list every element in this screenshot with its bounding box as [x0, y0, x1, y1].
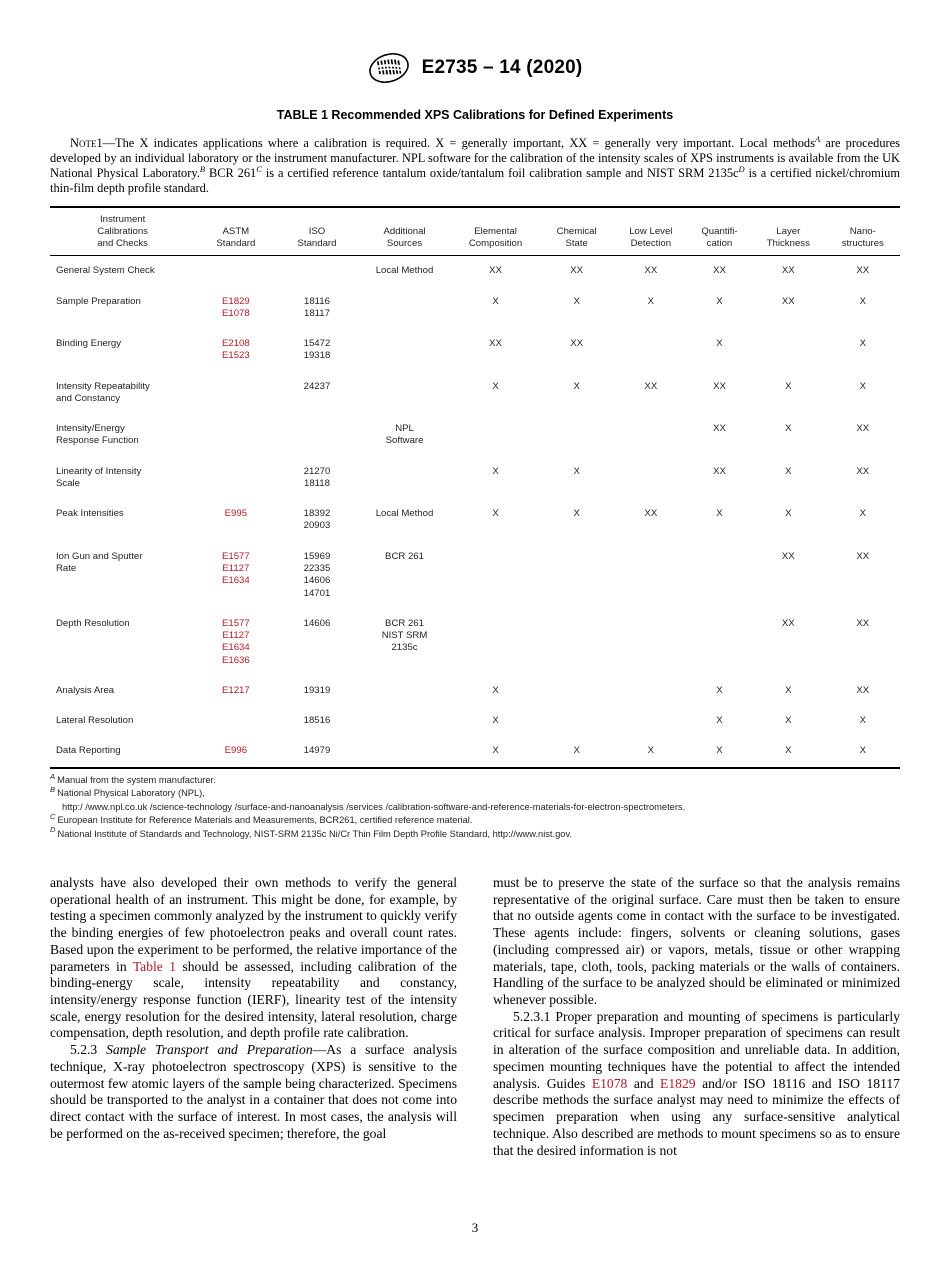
cell-quantification [688, 542, 751, 609]
astm-standard-link[interactable]: E995 [224, 508, 248, 520]
footnote-mark: D [50, 825, 56, 835]
cell-iso-standard [276, 609, 357, 676]
footnote-d [50, 825, 900, 841]
th-low-level-detection: Low Level Detection [629, 225, 673, 250]
th-elemental-composition: Elemental Composition [468, 225, 523, 250]
cell-iso-standard-line: 14606 [303, 575, 331, 587]
cell-additional-sources [358, 372, 452, 415]
cell-iso-standard [276, 676, 357, 706]
cell-nanostructures: XX [856, 617, 870, 629]
th-quantification: Quantifi- cation [701, 225, 738, 250]
note-label: Note [70, 136, 97, 150]
paragraph-5-2-3: 5.2.3 Sample Transport and Preparation—As a surface analysis technique, X-ray photoelectron spectroscopy (XPS) is sensitive to the outermost few atomic layers of the sample being characterized. Specimens should be transported to the analyst in a container that does not come into direct contact with the surface of interest. In most cases, the analysis will be performed on the as-received specimen; therefore, the goal [50, 1042, 458, 1141]
note-text-1: The X indicates applications where a calibration is required. X = generally important, XX = generally very important. Local methods [115, 136, 815, 150]
astm-standard-link[interactable]: E1577 [221, 550, 250, 562]
cell-additional-sources-line: NPL [395, 423, 414, 435]
cell-calibration-name-line: Lateral Resolution [56, 715, 134, 727]
cell-additional-sources [358, 706, 452, 736]
table-row [50, 542, 900, 609]
cell-low-level-detection [614, 457, 688, 500]
cell-iso-standard-line: 22335 [303, 563, 331, 575]
cell-additional-sources-line: BCR 261 [385, 550, 424, 562]
cell-calibration-name [50, 287, 195, 330]
cell-astm-standard [195, 414, 276, 457]
cell-chemical-state [540, 609, 614, 676]
cell-iso-standard-line: 21270 [303, 465, 331, 477]
cell-additional-sources-line: Local Method [375, 265, 434, 277]
cell-iso-standard [276, 329, 357, 372]
cell-calibration-name-line: General System Check [56, 265, 155, 277]
cell-iso-standard-line: 18516 [303, 715, 331, 727]
cell-elemental-composition [451, 609, 539, 676]
cell-additional-sources-line: Software [385, 435, 424, 447]
paragraph-continued: analysts have also developed their own methods to verify the general operational health of an instrument. This might be done, for example, by testing a specimen commonly analyzed by the instrument to quickly verify the binding energies of few photoelectron peaks and overall count rates. Based upon the experiment to be performed, the relative importance of the parameters in Table 1 should be assessed, including calibration of the binding-energy scale, intensity repeatability and constancy, intensity/energy response function (IERF), linearity test of the intensity scale, energy resolution for the desired intensity, lateral resolution, charge compensation, depth resolution, and depth profile rate calibration. [50, 875, 457, 1041]
footnote-text: Manual from the system manufacturer. [57, 774, 216, 785]
cell-layer-thickness: X [785, 508, 792, 520]
astm-standard-link[interactable]: E1523 [221, 350, 250, 362]
footnote-a [50, 771, 900, 787]
cell-iso-standard-line: 19319 [303, 684, 331, 696]
cell-quantification: XX [713, 265, 726, 277]
cell-iso-standard [276, 372, 357, 415]
cell-calibration-name-line: Intensity/Energy [56, 423, 125, 435]
cell-astm-standard [195, 287, 276, 330]
cell-nanostructures: XX [856, 684, 870, 696]
cell-chemical-state: X [573, 745, 580, 757]
cell-chemical-state: X [573, 380, 580, 392]
cell-iso-standard-line: 24237 [303, 380, 331, 392]
cell-quantification: X [716, 295, 723, 307]
table-row [50, 609, 900, 676]
cell-layer-thickness: XX [781, 617, 795, 629]
table-1 [50, 206, 900, 767]
cell-calibration-name [50, 499, 195, 542]
cell-iso-standard-line: 20903 [303, 520, 331, 532]
cell-chemical-state: X [573, 295, 580, 307]
table-body [50, 256, 900, 767]
page-header [50, 0, 900, 88]
astm-standard-link[interactable]: E1829 [221, 295, 250, 307]
footnote-url[interactable]: http:/ /www.npl.co.uk /science-technology /surface-and-nanoanalysis /services /calibration-software-and-reference-materials-for-electron-spectrometers. [62, 801, 686, 812]
cell-calibration-name [50, 414, 195, 457]
table-title: TABLE 1 Recommended XPS Calibrations for Defined Experiments [276, 108, 674, 122]
cell-additional-sources [358, 414, 452, 457]
astm-standard-link[interactable]: E1127 [222, 563, 250, 575]
cell-low-level-detection: X [647, 745, 655, 757]
cell-astm-standard [195, 256, 276, 287]
cell-quantification: X [716, 508, 723, 520]
cell-iso-standard [276, 736, 357, 766]
cell-nanostructures: XX [856, 265, 870, 277]
cell-nanostructures: X [859, 295, 866, 307]
th-astm-standard: ASTM Standard [216, 225, 256, 250]
cell-astm-standard [195, 457, 276, 500]
body-column-right [493, 875, 900, 1159]
cell-calibration-name-line: Ion Gun and Sputter [56, 550, 143, 562]
cell-iso-standard [276, 542, 357, 609]
table-row [50, 372, 900, 415]
cell-low-level-detection: XX [644, 380, 658, 392]
cell-elemental-composition: X [492, 715, 499, 727]
note-text-2: are procedures developed by an individual laboratory or the instrument manufacturer. NPL software for the calibration of the intensity scales of XPS instruments is available from the UK National Physical Laboratory. [50, 136, 900, 180]
cell-low-level-detection: X [647, 295, 655, 307]
cell-additional-sources [358, 256, 452, 287]
cell-quantification: X [716, 338, 723, 350]
cell-elemental-composition: X [492, 380, 499, 392]
cell-low-level-detection [614, 706, 688, 736]
table-row [50, 329, 900, 372]
cell-layer-thickness: X [785, 745, 792, 757]
cell-elemental-composition: XX [489, 265, 502, 277]
cell-calibration-name-line: Rate [56, 563, 77, 575]
cell-calibration-name-line: and Constancy [56, 392, 120, 404]
cell-iso-standard-line: 14606 [303, 617, 331, 629]
body-column-left [50, 875, 457, 1159]
cell-additional-sources [358, 676, 452, 706]
cell-calibration-name [50, 609, 195, 676]
cell-low-level-detection: XX [644, 265, 658, 277]
astm-standard-link[interactable]: E1078 [221, 307, 250, 319]
cell-iso-standard [276, 706, 357, 736]
cell-nanostructures: XX [856, 423, 870, 435]
th-layer-thickness: Layer Thickness [766, 225, 810, 250]
table-row [50, 414, 900, 457]
cell-nanostructures: X [859, 380, 866, 392]
cell-additional-sources [358, 499, 452, 542]
table-row [50, 457, 900, 500]
cell-calibration-name-line: Linearity of Intensity [56, 465, 142, 477]
cell-calibration-name [50, 372, 195, 415]
cell-calibration-name-line: Depth Resolution [56, 617, 130, 629]
cell-additional-sources-line: NIST SRM [381, 630, 428, 642]
cell-calibration-name [50, 329, 195, 372]
cell-iso-standard [276, 256, 357, 287]
table-note [50, 133, 901, 196]
e1829-link[interactable]: E1829 [660, 1075, 696, 1091]
note-footnote-mark-d: D [738, 163, 745, 174]
cell-chemical-state [540, 414, 614, 457]
cell-iso-standard-line: 18392 [303, 508, 331, 520]
cell-iso-standard [276, 457, 357, 500]
table-row [50, 287, 900, 330]
cell-calibration-name-line: Sample Preparation [56, 295, 141, 307]
cell-low-level-detection [614, 329, 688, 372]
cell-calibration-name-line: Analysis Area [56, 684, 115, 696]
astm-standard-link[interactable]: E1577 [221, 617, 250, 629]
cell-iso-standard-line: 15472 [303, 338, 331, 350]
cell-calibration-name [50, 457, 195, 500]
note-text-3: BCR 261 [205, 165, 257, 180]
note-footnote-mark-c: C [256, 163, 262, 174]
cell-calibration-name-line: Scale [56, 477, 80, 489]
cell-iso-standard-line: 15969 [303, 550, 331, 562]
cell-astm-standard [195, 609, 276, 676]
cell-additional-sources-line: BCR 261 [385, 617, 424, 629]
cell-chemical-state: X [573, 508, 580, 520]
cell-elemental-composition [451, 542, 539, 609]
cell-iso-standard-line: 18116 [304, 295, 330, 307]
astm-standard-link[interactable]: E1127 [222, 630, 250, 642]
footnote-text: European Institute for Reference Materials and Measurements, BCR261, certified reference material. [57, 815, 473, 826]
cell-calibration-name [50, 256, 195, 287]
paragraph-5-2-3-1: 5.2.3.1 Proper preparation and mounting of specimens is particularly critical for surface analysis. Improper preparation of specimens can result in alteration of the surface composition and unreliable data. In addition, specimen mounting techniques have the potential to affect the intended analysis. Guides E1078 and E1829 and/or ISO 18116 and ISO 18117 describe methods the surface analyst may need to minimize the effects of specimen preparation when using any surface-sensitive analytical technique. Also described are methods to mount specimens so as to ensure that the desired information is not [493, 1008, 900, 1158]
cell-layer-thickness: X [785, 465, 792, 477]
cell-low-level-detection: XX [644, 508, 658, 520]
cell-chemical-state [540, 542, 614, 609]
cell-nanostructures: X [859, 745, 866, 757]
th-additional-sources: Additional Sources [383, 225, 426, 250]
cell-quantification: XX [713, 423, 726, 435]
cell-quantification [688, 609, 751, 676]
cell-nanostructures: XX [856, 550, 870, 562]
cell-low-level-detection [614, 542, 688, 609]
cell-calibration-name-line: Response Function [56, 435, 139, 447]
cell-layer-thickness: X [785, 684, 792, 696]
cell-quantification: X [716, 745, 723, 757]
cell-quantification: XX [713, 465, 726, 477]
cell-nanostructures: X [859, 338, 866, 350]
cell-low-level-detection [614, 414, 688, 457]
cell-iso-standard-line: 14701 [303, 587, 331, 599]
table-header-row [50, 207, 900, 256]
note-text-5: is a certified nickel/chromium thin-film depth profile standard. [50, 165, 901, 195]
footnote-mark: B [50, 785, 56, 795]
cell-additional-sources [358, 329, 452, 372]
cell-iso-standard-line: 19318 [303, 350, 331, 362]
note-number: 1— [96, 136, 116, 150]
cell-layer-thickness: X [785, 715, 792, 727]
cell-calibration-name-line: Data Reporting [56, 745, 121, 757]
cell-additional-sources [358, 736, 452, 766]
cell-iso-standard-line: 14979 [303, 745, 331, 757]
footnote-b [50, 787, 900, 800]
cell-layer-thickness: XX [781, 295, 795, 307]
cell-low-level-detection [614, 676, 688, 706]
cell-astm-standard [195, 329, 276, 372]
table-row [50, 256, 900, 287]
cell-quantification: X [716, 684, 723, 696]
e1078-link[interactable]: E1078 [591, 1075, 628, 1091]
cell-calibration-name [50, 542, 195, 609]
page-number: 3 [471, 1220, 479, 1235]
cell-iso-standard [276, 287, 357, 330]
table-1-crossref-link[interactable]: Table 1 [132, 958, 177, 974]
cell-layer-thickness: X [785, 423, 792, 435]
cell-iso-standard [276, 499, 357, 542]
cell-calibration-name [50, 706, 195, 736]
cell-elemental-composition: X [492, 465, 499, 477]
cell-calibration-name-line: Binding Energy [56, 338, 122, 350]
cell-chemical-state [540, 706, 614, 736]
cell-astm-standard [195, 676, 276, 706]
table-row [50, 676, 900, 706]
cell-additional-sources-line: Local Method [375, 508, 434, 520]
cell-chemical-state: XX [570, 265, 584, 277]
th-nanostructures: Nano- structures [841, 225, 884, 250]
cell-astm-standard [195, 706, 276, 736]
cell-elemental-composition [451, 414, 539, 457]
cell-chemical-state: XX [570, 338, 584, 350]
cell-calibration-name [50, 676, 195, 706]
cell-layer-thickness: XX [781, 265, 795, 277]
footnote-c [50, 811, 900, 827]
body-text [50, 875, 900, 1159]
cell-astm-standard [195, 542, 276, 609]
cell-iso-standard-line: 18117 [304, 307, 330, 319]
table-1-wrapper [50, 206, 900, 769]
footnote-text: National Physical Laboratory (NPL), [57, 788, 205, 799]
cell-nanostructures: XX [856, 465, 870, 477]
cell-iso-standard-line: 18118 [304, 477, 330, 489]
table-footnotes [50, 771, 900, 841]
astm-standard-link[interactable]: E2108 [221, 338, 250, 350]
th-instrument-calibrations: Instrument Calibrations and Checks [97, 213, 148, 250]
astm-standard-link[interactable]: E1634 [221, 575, 250, 587]
note-footnote-mark-b: B [199, 163, 206, 174]
table-row [50, 499, 900, 542]
cell-elemental-composition: X [492, 295, 499, 307]
cell-astm-standard [195, 499, 276, 542]
cell-layer-thickness [751, 329, 826, 372]
cell-additional-sources [358, 457, 452, 500]
table-row [50, 706, 900, 736]
cell-elemental-composition: X [492, 745, 499, 757]
cell-calibration-name-line: Peak Intensities [56, 508, 124, 520]
astm-standard-link[interactable]: E1634 [221, 642, 250, 654]
astm-standard-link[interactable]: E1217 [221, 684, 250, 696]
cell-additional-sources [358, 287, 452, 330]
astm-logo-icon [368, 52, 410, 84]
document-designation: E2735 – 14 (2020) [421, 57, 583, 78]
cell-layer-thickness: X [785, 380, 792, 392]
cell-elemental-composition: XX [489, 338, 502, 350]
cell-chemical-state: X [573, 465, 580, 477]
footnote-mark: A [50, 771, 56, 781]
cell-elemental-composition: X [492, 508, 499, 520]
cell-iso-standard [276, 414, 357, 457]
cell-elemental-composition: X [492, 684, 499, 696]
cell-additional-sources-line: 2135c [391, 642, 418, 654]
cell-nanostructures: X [859, 715, 866, 727]
note-text-4: is a certified reference tantalum oxide/tantalum foil calibration sample and NIST SRM 2135c [261, 165, 739, 180]
th-iso-standard: ISO Standard [297, 225, 337, 250]
cell-additional-sources [358, 609, 452, 676]
cell-quantification: XX [713, 380, 726, 392]
astm-standard-link[interactable]: E1636 [221, 654, 250, 666]
cell-chemical-state [540, 676, 614, 706]
table-bottom-rule [50, 767, 900, 769]
cell-nanostructures: X [859, 508, 866, 520]
cell-additional-sources [358, 542, 452, 609]
table-row [50, 736, 900, 766]
cell-astm-standard [195, 736, 276, 766]
cell-astm-standard [195, 372, 276, 415]
note-footnote-mark-a: A [814, 133, 821, 144]
table-header [50, 207, 900, 256]
cell-low-level-detection [614, 609, 688, 676]
paragraph-surface-preservation: must be to preserve the state of the surface so that the analysis remains representative of the original surface. Care must then be taken to ensure that no outside agents come in contact with the surface to be investigated. These agents include: fingers, solvents or cleaning solutions, gases (including compressed air) or vapors, metals, tissue or other wrapping materials, tape, cloth, tools, packing materials or the walls of containers. Handling of the surface to be analyzed should be eliminated or minimized whenever possible. [493, 875, 900, 1008]
astm-standard-link[interactable]: E996 [224, 745, 248, 757]
cell-quantification: X [716, 715, 723, 727]
footnote-mark: C [50, 811, 56, 821]
cell-layer-thickness: XX [781, 550, 795, 562]
cell-calibration-name-line: Intensity Repeatability [56, 380, 150, 392]
cell-calibration-name [50, 736, 195, 766]
footnote-text: National Institute of Standards and Technology, NIST-SRM 2135c Ni/Cr Thin Film Depth Profile Standard, http://www.nist.gov. [57, 828, 572, 839]
th-chemical-state: Chemical State [556, 225, 597, 250]
